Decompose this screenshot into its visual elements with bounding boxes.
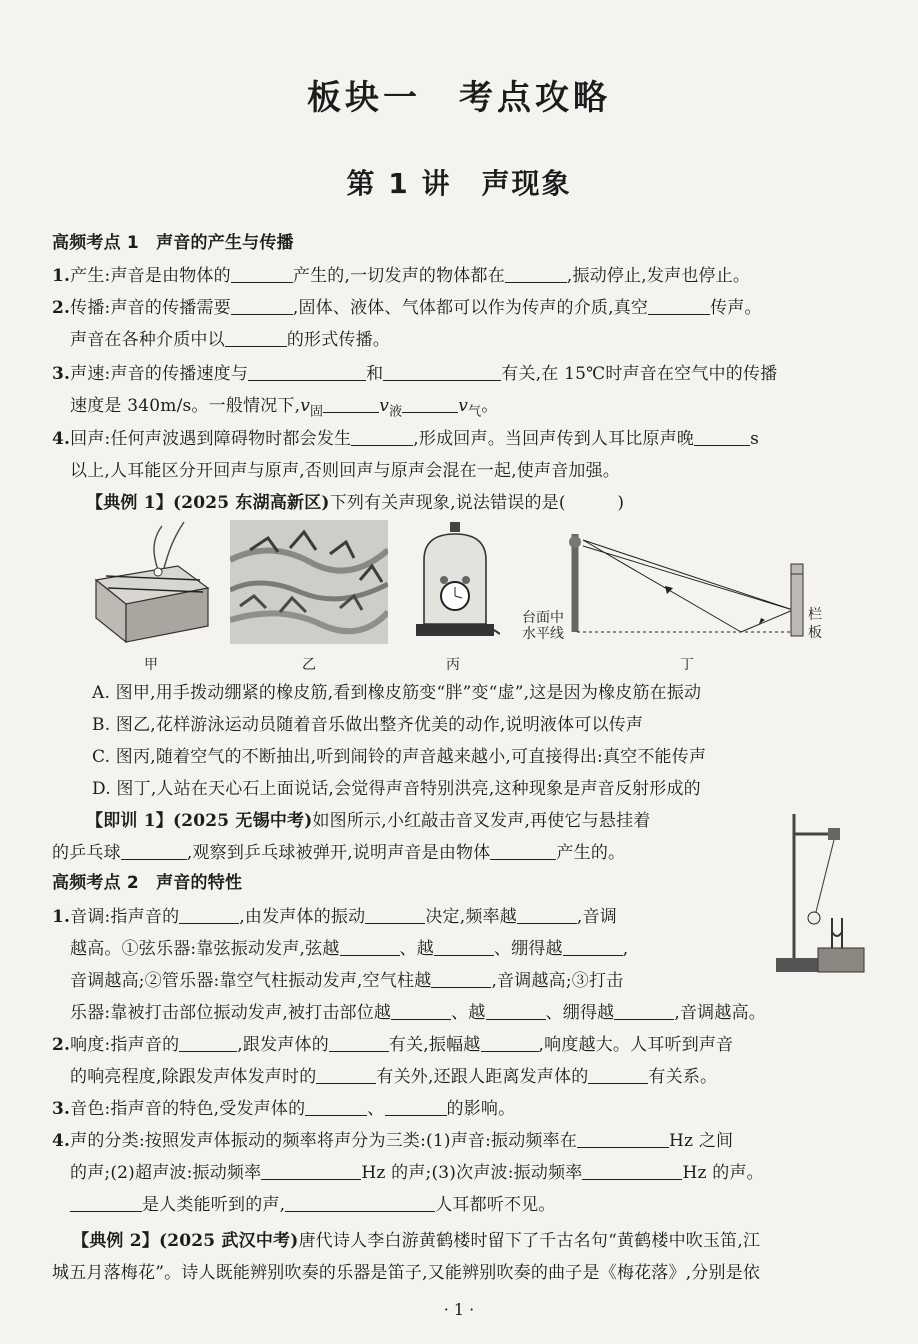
drill-tag: 【即训 1】 (86, 811, 173, 831)
item-number: 4. (52, 1131, 71, 1151)
example-tag: 【典例 1】 (86, 493, 173, 513)
answer-blank[interactable] (340, 939, 400, 956)
text: ,响度越大。人耳听到声音 (538, 1035, 734, 1055)
text: 声音在各种介质中以 (70, 330, 225, 350)
answer-blank[interactable] (588, 1067, 648, 1084)
loudness-line-2 (70, 1066, 717, 1088)
text: ,形成回声。当回声传到人耳比原声晚 (413, 429, 695, 449)
text: , (622, 939, 629, 959)
text: 回声:任何声波遇到障碍物时都会发生 (70, 429, 352, 449)
classification-line-2 (70, 1162, 764, 1184)
answer-blank[interactable] (225, 330, 287, 347)
answer-blank[interactable] (490, 843, 556, 860)
point-3-continuation (70, 395, 498, 423)
text: 的响亮程度,除跟发声体发声时的 (70, 1067, 317, 1087)
answer-blank[interactable] (486, 1003, 546, 1020)
text: 有关外,还跟人距离发声体的 (376, 1067, 589, 1087)
text: ,跟发声体的 (237, 1035, 329, 1055)
caption-bing: 丙 (446, 657, 460, 673)
drill-1-question (86, 810, 651, 832)
figure-label-board (808, 606, 822, 642)
text: 传声。 (710, 298, 762, 318)
text: Hz 的声。 (682, 1163, 764, 1183)
item-number: 2. (52, 298, 71, 318)
text: s (750, 429, 760, 449)
text: Hz 之间 (669, 1131, 734, 1151)
figure-tuning-fork-stand (772, 808, 872, 976)
caption-yi: 乙 (302, 657, 316, 673)
text: 的乒乓球 (52, 843, 121, 863)
text: ,固体、液体、气体都可以作为传声的介质,真空 (292, 298, 649, 318)
caption-ding: 丁 (680, 657, 694, 673)
answer-blank[interactable] (431, 971, 491, 988)
text: 乐器:靠被打击部位振动发声,被打击部位越 (70, 1003, 392, 1023)
answer-blank[interactable] (582, 1163, 682, 1180)
point-1-line (52, 265, 750, 287)
text: 产生的。 (556, 843, 626, 863)
source-label: (2025 武汉中考) (158, 1231, 299, 1251)
question-text: 下列有关声现象,说法错误的是( ) (329, 493, 625, 513)
main-title: 板块一 考点攻略 (307, 78, 611, 118)
text: 的影响。 (446, 1099, 516, 1119)
answer-blank[interactable] (231, 298, 293, 315)
option-a[interactable]: A. 图甲,用手拨动绷紧的橡皮筋,看到橡皮筋变“胖”变“虚”,这是因为橡皮筋在振动 (92, 683, 702, 703)
text: 产生的,一切发声的物体都在 (292, 266, 505, 286)
answer-blank[interactable] (505, 266, 567, 283)
question-text: 如图所示,小红敲击音叉发声,再使它与悬挂着 (312, 811, 651, 831)
text: ,由发声体的振动 (239, 907, 366, 927)
velocity-symbol: v (300, 396, 311, 416)
label-text: 板 (808, 625, 822, 641)
answer-blank[interactable] (329, 1035, 389, 1052)
page-number: · 1 · (443, 1300, 475, 1319)
text: 音调越高;②管乐器:靠空气柱振动发声,空气柱越 (70, 971, 432, 991)
example-1-question (86, 492, 624, 514)
item-number: 3. (52, 1099, 71, 1119)
item-number: 4. (52, 429, 71, 449)
option-b[interactable]: B. 图乙,花样游泳运动员随着音乐做出整齐优美的动作,说明液体可以传声 (92, 715, 644, 735)
text: Hz 的声;(3)次声波:振动频率 (361, 1163, 583, 1183)
figure-label-table-horizontal-line (522, 610, 564, 642)
pitch-line-1 (52, 906, 617, 928)
answer-blank[interactable] (402, 396, 458, 413)
answer-blank[interactable] (648, 298, 710, 315)
text: 声的分类:按照发声体振动的频率将声分为三类:(1)声音:振动频率在 (70, 1131, 578, 1151)
text: ,观察到乒乓球被弹开,说明声音是由物体 (186, 843, 491, 863)
answer-blank[interactable] (577, 1131, 669, 1148)
label-text: 栏 (808, 607, 822, 623)
text: 有关系。 (648, 1067, 718, 1087)
answer-blank[interactable] (365, 907, 425, 924)
answer-blank[interactable] (121, 843, 187, 860)
text: ,振动停止,发声也停止。 (566, 266, 751, 286)
text: 声速:声音的传播速度与 (70, 364, 249, 384)
text: 传播:声音的传播需要 (70, 298, 231, 318)
text: 、越 (399, 939, 434, 959)
answer-blank[interactable] (694, 429, 750, 446)
text: 速度是 340m/s。一般情况下, (70, 396, 301, 416)
point-3-line (52, 363, 777, 385)
answer-blank[interactable] (70, 1195, 142, 1212)
option-d[interactable]: D. 图丁,人站在天心石上面说话,会觉得声音特别洪亮,这种现象是声音反射形成的 (92, 779, 701, 799)
text: 越高。①弦乐器:靠弦振动发声,弦越 (70, 939, 340, 959)
text: 响度:指声音的 (70, 1035, 180, 1055)
classification-line-3 (70, 1194, 556, 1216)
text: 的形式传播。 (286, 330, 391, 350)
text: ,音调 (576, 907, 617, 927)
answer-blank[interactable] (323, 396, 379, 413)
text: 人耳都听不见。 (435, 1195, 556, 1215)
example-tag: 【典例 2】 (72, 1231, 159, 1251)
answer-blank[interactable] (261, 1163, 361, 1180)
answer-blank[interactable] (481, 1035, 539, 1052)
text: 、绷得越 (545, 1003, 615, 1023)
figure-bing-bell-jar (410, 520, 500, 646)
figure-jia-rubber-band (88, 518, 214, 644)
example-2-line-1 (72, 1230, 760, 1252)
text: 的声;(2)超声波:振动频率 (70, 1163, 262, 1183)
subscript: 液 (389, 404, 403, 420)
text: 决定,频率越 (425, 907, 517, 927)
answer-blank[interactable] (383, 364, 501, 381)
caption-jia: 甲 (144, 657, 158, 673)
answer-blank[interactable] (179, 907, 239, 924)
item-number: 2. (52, 1035, 71, 1055)
text: ,音调越高。 (674, 1003, 766, 1023)
point-2-line (52, 297, 762, 319)
subscript: 气 (468, 404, 482, 420)
example-2-line-2: 城五月落梅花”。诗人既能辨别吹奏的乐器是笛子,又能辨别吹奏的曲子是《梅花落》,分别是依 (52, 1263, 761, 1283)
item-number: 3. (52, 364, 71, 384)
text: 音色:指声音的特色,受发声体的 (70, 1099, 306, 1119)
text: 音调:指声音的 (70, 907, 180, 927)
pitch-line-2 (70, 938, 628, 960)
item-number: 1. (52, 266, 71, 286)
answer-blank[interactable] (434, 939, 494, 956)
text: 产生:声音是由物体的 (70, 266, 231, 286)
velocity-symbol: v (379, 396, 390, 416)
answer-blank[interactable] (351, 429, 413, 446)
point-4-line (52, 428, 759, 450)
subscript: 固 (310, 404, 324, 420)
pitch-line-4 (70, 1002, 766, 1024)
source-label: (2025 东湖高新区) (172, 493, 330, 513)
lecture-title: 第 1 讲 声现象 (346, 167, 572, 200)
text: 是人类能听到的声, (142, 1195, 286, 1215)
figure-yi-swimming-photo (230, 520, 388, 644)
answer-blank[interactable] (231, 266, 293, 283)
answer-blank[interactable] (179, 1035, 237, 1052)
loudness-line-1 (52, 1034, 733, 1056)
answer-blank[interactable] (316, 1067, 376, 1084)
point-4-continuation: 以上,人耳能区分开回声与原声,否则回声与原声会混在一起,使声音加强。 (70, 461, 621, 481)
text: 、越 (451, 1003, 486, 1023)
answer-blank[interactable] (248, 364, 366, 381)
item-number: 1. (52, 907, 71, 927)
pitch-line-3 (70, 970, 623, 992)
section-2-title: 高频考点 2 声音的特性 (52, 873, 243, 893)
source-label: (2025 无锡中考) (172, 811, 313, 831)
answer-blank[interactable] (517, 907, 577, 924)
label-text: 台面中 (522, 610, 564, 626)
text: 有关,振幅越 (388, 1035, 481, 1055)
text: ,音调越高;③打击 (491, 971, 624, 991)
label-text: 水平线 (522, 626, 564, 642)
text: 、 (367, 1099, 385, 1119)
classification-line-1 (52, 1130, 733, 1152)
answer-blank[interactable] (614, 1003, 674, 1020)
answer-blank[interactable] (305, 1099, 367, 1116)
answer-blank[interactable] (391, 1003, 451, 1020)
option-c[interactable]: C. 图丙,随着空气的不断抽出,听到闹铃的声音越来越小,可直接得出:真空不能传声 (92, 747, 707, 767)
point-2-continuation (70, 329, 390, 351)
text: 和 (366, 364, 384, 384)
question-text: 唐代诗人李白游黄鹤楼时留下了千古名句“黄鹤楼中吹玉笛,江 (298, 1231, 761, 1251)
answer-blank[interactable] (285, 1195, 435, 1212)
velocity-symbol: v (458, 396, 469, 416)
timbre-line (52, 1098, 515, 1120)
text: 、绷得越 (493, 939, 563, 959)
section-1-title: 高频考点 1 声音的产生与传播 (52, 233, 294, 253)
answer-blank[interactable] (385, 1099, 447, 1116)
text: 。 (481, 396, 499, 416)
text: 有关,在 15℃时声音在空气中的传播 (501, 364, 778, 384)
drill-1-continuation (52, 842, 625, 864)
answer-blank[interactable] (563, 939, 623, 956)
